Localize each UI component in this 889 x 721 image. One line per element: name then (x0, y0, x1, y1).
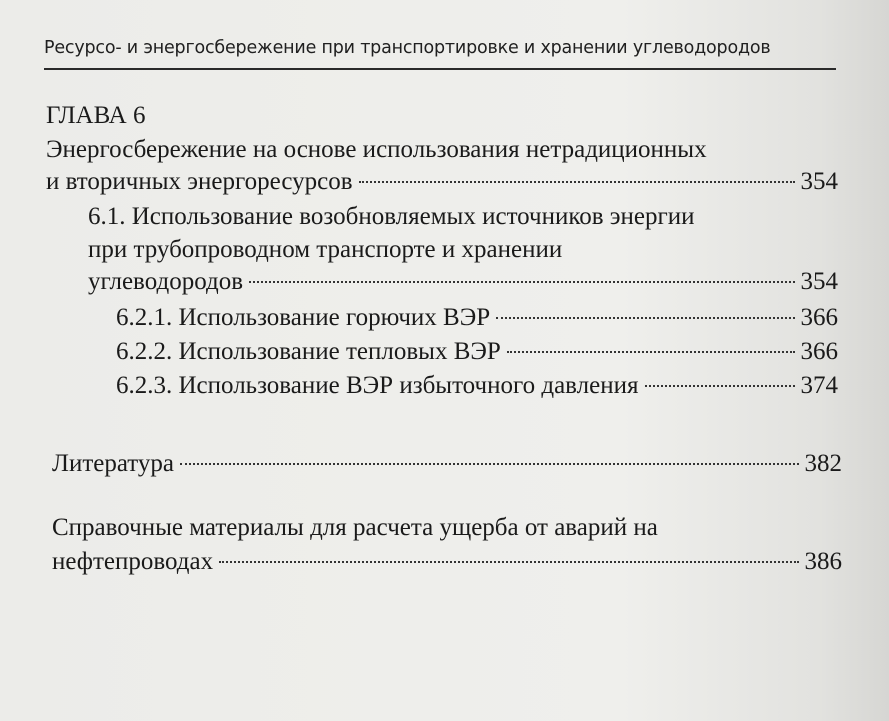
reference-line2-text: нефтепроводах (52, 548, 214, 575)
leader-dots (645, 385, 795, 387)
chapter-title-line2 (46, 168, 838, 196)
leader-dots (507, 351, 795, 353)
toc-entry-6-2-3 (116, 372, 838, 400)
toc-entry-page-number: 366 (800, 304, 838, 331)
leader-dots (359, 181, 795, 183)
section-6-1-line2: при трубопроводном транспорте и хранении (88, 236, 563, 263)
section-6-1-line1: 6.1. Использование возобновляемых источников энергии (88, 203, 695, 230)
toc-entry-page-number: 374 (800, 372, 838, 399)
section-6-1-page-number: 354 (800, 268, 838, 295)
toc-entry-literature (52, 450, 842, 478)
leader-dots (249, 281, 795, 283)
toc-entry-page-number: 366 (800, 338, 838, 365)
toc-entry-6-2-1 (116, 304, 838, 332)
chapter-title-line1: Энергосбережение на основе использования нетрадиционных (46, 136, 707, 163)
reference-page-number: 386 (804, 548, 842, 575)
leader-dots (180, 463, 799, 465)
running-header: Ресурсо- и энергосбережение при транспортировке и хранении углеводородов (44, 38, 771, 58)
reference-line2 (52, 548, 842, 576)
section-6-1-line3 (88, 268, 838, 296)
reference-line1: Справочные материалы для расчета ущерба от аварий на (52, 514, 658, 541)
chapter-label: ГЛАВА 6 (46, 102, 146, 129)
leader-dots (219, 561, 798, 563)
chapter-title-line2-text: и вторичных энергоресурсов (46, 168, 353, 195)
toc-entry-text: 6.2.2. Использование тепловых ВЭР (116, 338, 501, 365)
section-6-1-line3-text: углеводородов (88, 268, 243, 295)
leader-dots (496, 317, 794, 319)
toc-entry-page-number: 382 (804, 450, 842, 477)
toc-entry-text: Литература (52, 450, 174, 477)
header-rule (44, 68, 836, 70)
toc-entry-text: 6.2.1. Использование горючих ВЭР (116, 304, 491, 331)
toc-entry-text: 6.2.3. Использование ВЭР избыточного давления (116, 372, 639, 399)
toc-entry-6-2-2 (116, 338, 838, 366)
chapter-page-number: 354 (800, 168, 838, 195)
